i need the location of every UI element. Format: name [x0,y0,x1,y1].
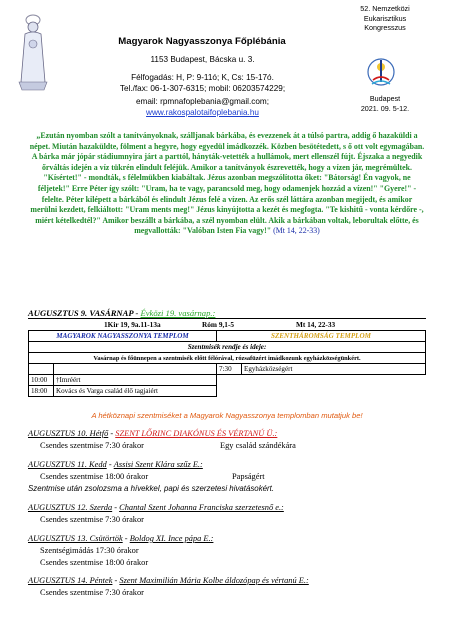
weekday-notice: A hétköznapi szentmiséket a Magyarok Nagyasszonya templomban mutatjuk be! [91,411,363,420]
congress-dates: 2021. 09. 5-12. [360,103,410,113]
parish-address: 1153 Budapest, Bácska u. 3. [150,55,255,64]
schedule-row [29,386,426,397]
day-line: Csendes szentmise 7:30 órakor [40,515,144,524]
day-feast: SZENT LŐRINC DIAKÓNUS ÉS VÉRTANÚ Ü.: [115,429,278,438]
congress-line-2: Eukarisztikus [363,13,407,23]
day-intention: Papságért [232,472,265,481]
day-heading: AUGUSZTUS 13. Csütörtök - Boldog XI. Ince pápa E.: [28,534,214,543]
day-line: Csendes szentmise 18:00 órakor [40,558,149,567]
parish-title: Magyarok Nagyasszonya Főplébánia [118,36,286,47]
eucharistic-congress-logo-icon [367,56,395,90]
row-time-2 [217,375,242,386]
schedule-row [29,364,426,375]
row-text-2 [242,375,426,386]
church-1-name: MAGYAROK NAGYASSZONYA TEMPLOM [29,331,217,342]
day-heading: AUGUSZTUS 11. Kedd - Assisi Szent Klára szűz E.: [28,460,203,469]
office-hours: Félfogadás: H, P: 9-11ó; K, Cs: 15-17ó. [131,73,274,82]
row-time-2 [217,386,242,397]
row-text-2: Egyházközségért [242,364,426,375]
day-date: AUGUSZTUS 13. Csütörtök [28,534,123,543]
day-intention: Egy család szándékára [220,441,296,450]
congress-line-1: 52. Nemzetközi [360,4,410,13]
day-feast: Assisi Szent Klára szűz E.: [113,460,203,469]
day-line: Csendes szentmise 18:00 órakor [40,472,149,481]
reading-2: Róm 9,1-5 [202,320,235,329]
congress-line-3: Kongresszus [364,23,406,32]
reading-1: 1Kir 19, 9a.11-13a [104,320,161,329]
day-date: AUGUSZTUS 14. Péntek [28,576,113,585]
row-time-2: 7:30 [217,364,242,375]
schedule-row [29,375,426,386]
congress-label [348,4,422,33]
day-feast: Boldog XI. Ince pápa E.: [129,534,214,543]
congress-place [348,94,422,113]
gospel-reference: (Mt 14, 22-33) [273,226,320,236]
day-line: Csendes szentmise 7:30 órakor [40,588,144,597]
day-heading: AUGUSZTUS 10. Hétfő - SZENT LŐRINC DIAKÓNUS ÉS VÉRTANÚ Ü.: [28,429,278,438]
row-text [54,364,217,375]
day-date: AUGUSZTUS 12. Szerda [28,503,113,512]
sunday-date: AUGUSZTUS 9. VASÁRNAP [28,308,134,318]
madonna-statue-icon [14,12,52,92]
day-feast: Szent Maximilián Mária Kolbe áldozópap és vértanú E.: [119,576,309,585]
row-time: 18:00 [29,386,54,397]
day-heading: AUGUSZTUS 14. Péntek - Szent Maximilián Mária Kolbe áldozópap és vértanú E.: [28,576,309,585]
phone-numbers: Tel./fax: 06-1-307-6315; mobil: 06203574229; [119,84,286,93]
row-time: 10:00 [29,375,54,386]
website-link[interactable]: www.rakospalotaifoplebania.hu [146,108,259,117]
schedule-title: Szentmisék rendje és ideje: [29,342,426,353]
row-text: †Imréért [54,375,217,386]
reading-3: Mt 14, 22-33 [296,320,336,329]
day-heading: AUGUSZTUS 12. Szerda - Chantal Szent Johanna Franciska szerzetesnő e.: [28,503,284,512]
day-date: AUGUSZTUS 10. Hétfő [28,429,109,438]
day-line: Csendes szentmise 7:30 órakor [40,441,144,450]
schedule-note: Vasárnap és főünnepen a szentmisék előtt félórával, rózsafüzért imádkozunk egyházközségünkért. [29,353,426,364]
sunday-readings [28,320,426,330]
gospel-text: „Ezután nyomban szólt a tanítványoknak, szálljanak bárkába, és evezzenek át a túlsó partra, addig ő hazaküldi a népet. Miután hazaküldte, fölment a hegyre, hogy egyedül imádkozzék. Közben besötétedett, s ő ott volt egymagában. A bárka már jópár stádiumnyira járt a parttól, hányták-vetették a hullámok, mert ellenszél fújt. Éjszaka a negyedik őrváltás idején a víz tükrén elindult feléjük. Amikor a tanítványok észrevették, hogy a vízen jár, megrémültek. "Kísértet!" - mondták, s félelmükben kiabáltak. Jézus azonban megszólította őket: "Bátorság! Én vagyok, ne féljetek!" Erre Péter így szólt: "Uram, ha te vagy, parancsold meg, hogy odamenjek hozzád a vízen!" "Gyere!" - felelte. Péter kilépett a bárkából és elindult Jézus felé a vízen. Az erős szél láttára azonban megijedt, és amikor merülni kezdett, felkiáltott: "Uram ments meg!" Jézus kinyújtotta a kezét és megfogta. "Te kishitű - vonta kérdőre -, miért kételkedtél?" Amikor beszállt a bárkába, a szél nyomban elült. Akik a bárkában voltak, leborultak előtte, és megvallották: "Valóban Isten Fia vagy!" [29,131,425,236]
gospel-passage [28,131,426,237]
sunday-separator: - [133,308,141,318]
row-time [29,364,54,375]
row-text: Kovács és Varga család élő tagjaiért [54,386,217,397]
day-feast: Chantal Szent Johanna Franciska szerzetesnő e.: [119,503,284,512]
day-note: Szentmise után zsolozsma a hívekkel, papi és szerzetesi hivatásokért. [28,484,275,493]
day-line: Szentségimádás 17:30 órakor [40,546,139,555]
congress-city: Budapest [369,94,401,103]
email-address: email: rpmnafoplebania@gmail.com; [135,97,269,106]
row-text-2 [242,386,426,397]
church-2-name: SZENTHÁROMSÁG TEMPLOM [217,331,426,342]
sunday-mass-schedule [28,330,426,397]
sunday-feast: Évközi 19. vasárnap.: [140,308,216,318]
day-date: AUGUSZTUS 11. Kedd [28,460,107,469]
sunday-heading [28,308,426,319]
